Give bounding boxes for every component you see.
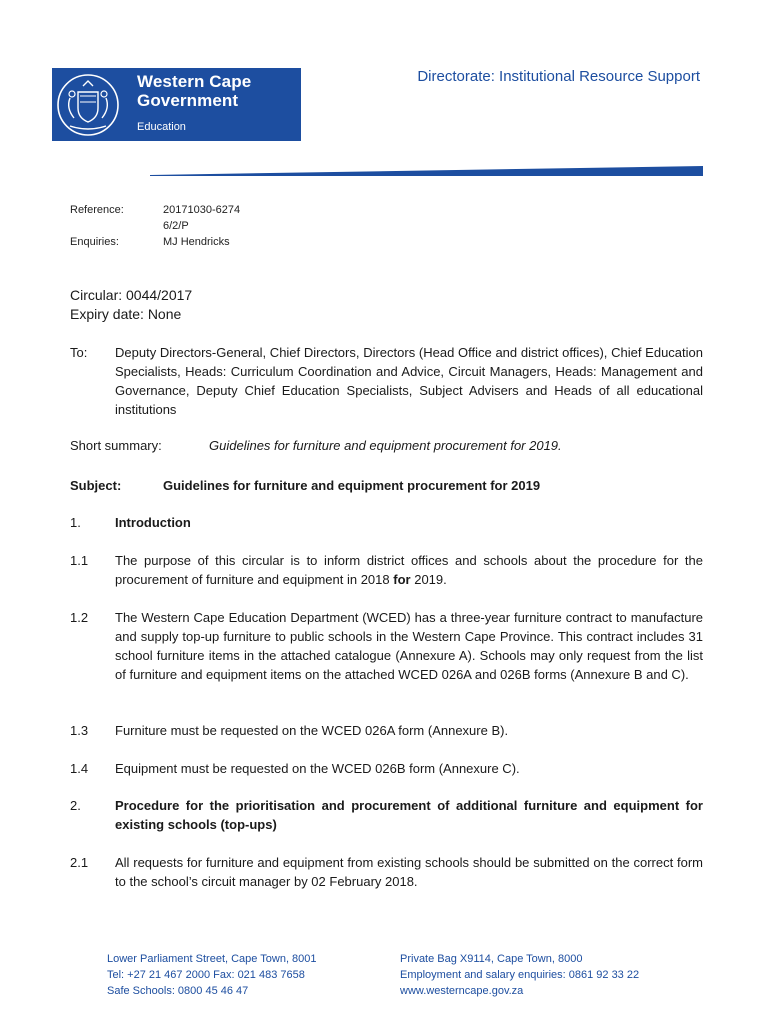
header-rule — [0, 162, 703, 176]
logo-line-1: Western Cape — [137, 72, 252, 91]
subject-label: Subject: — [70, 478, 122, 493]
circular-expiry: Expiry date: None — [70, 306, 182, 322]
footer-left-line-3: Safe Schools: 0800 45 46 47 — [107, 985, 249, 997]
to-recipients: Deputy Directors-General, Chief Directors, Directors (Head Office and district offices), Chief Education Specialists, Heads: Curriculum Coordination and Advice, Circuit Managers, Heads: Management and Governance, Deputy Chief Education Specialists, Subject Advisers and Heads of all educational institutions — [115, 345, 703, 417]
section-1-4-text: Equipment must be requested on the WCED 026B form (Annexure C). — [115, 761, 520, 776]
section-1-1-text-bold: for — [393, 572, 411, 587]
footer-website-link[interactable]: www.westerncape.gov.za — [400, 985, 524, 997]
footer-address — [107, 951, 317, 999]
section-1-2-text: The Western Cape Education Department (WCED) has a three-year furniture contract to manufacture and supply top-up furniture to public schools in the Western Cape Province. This contract includes 31 school furniture items in the attached catalogue (Annexure A). Schools may only request from the list of furniture and equipment items on the attached WCED 026A and 026B forms (Annexure B and C). — [115, 610, 703, 682]
reference-label: Reference: — [70, 204, 124, 216]
circular-number: Circular: 0044/2017 — [70, 287, 193, 303]
reference-value: 20171030-6274 — [163, 204, 241, 216]
section-2-number: 2. — [70, 798, 81, 813]
footer-left-line-2: Tel: +27 21 467 2000 Fax: 021 483 7658 — [107, 969, 305, 981]
section-1-1-text-a: The purpose of this circular is to inform district offices and schools about the procedure for the procurement of furniture and equipment in 2018 — [115, 553, 703, 587]
footer-contact — [400, 951, 639, 999]
section-1-1-text-b: 2019. — [414, 572, 447, 587]
summary-label: Short summary: — [70, 438, 162, 453]
logo-line-3: Education — [137, 121, 186, 133]
footer-right-line-2: Employment and salary enquiries: 0861 92 33 22 — [400, 969, 640, 981]
section-2-1-number: 2.1 — [70, 855, 89, 870]
wcg-logo — [52, 68, 301, 141]
section-1-1-number: 1.1 — [70, 553, 89, 568]
section-1-3-number: 1.3 — [70, 723, 89, 738]
subject-text: Guidelines for furniture and equipment procurement for 2019 — [163, 478, 541, 493]
section-1-4-number: 1.4 — [70, 761, 89, 776]
section-1-title: Introduction — [115, 515, 191, 530]
footer-right-line-1: Private Bag X9114, Cape Town, 8000 — [400, 953, 583, 965]
section-1-2-number: 1.2 — [70, 610, 89, 625]
logo-line-2: Government — [137, 91, 239, 110]
section-2-1-text: All requests for furniture and equipment from existing schools should be submitted on the correct form to the school’s circuit manager by 02 February 2018. — [115, 855, 703, 889]
footer-left-line-1: Lower Parliament Street, Cape Town, 8001 — [107, 953, 317, 965]
section-2-title: Procedure for the prioritisation and procurement of additional furniture and equipment for existing schools (top-ups) — [115, 798, 703, 832]
coat-of-arms-icon — [56, 72, 121, 137]
section-1-1-text — [115, 551, 703, 589]
summary-text: Guidelines for furniture and equipment procurement for 2019. — [209, 438, 562, 453]
directorate-title: Directorate: Institutional Resource Support — [417, 68, 700, 85]
to-label: To: — [70, 345, 88, 360]
section-1-number: 1. — [70, 515, 81, 530]
reference-value-2: 6/2/P — [163, 220, 189, 232]
section-1-3-text: Furniture must be requested on the WCED 026A form (Annexure B). — [115, 723, 509, 738]
enquiries-label: Enquiries: — [70, 236, 119, 248]
enquiries-value: MJ Hendricks — [163, 236, 230, 248]
